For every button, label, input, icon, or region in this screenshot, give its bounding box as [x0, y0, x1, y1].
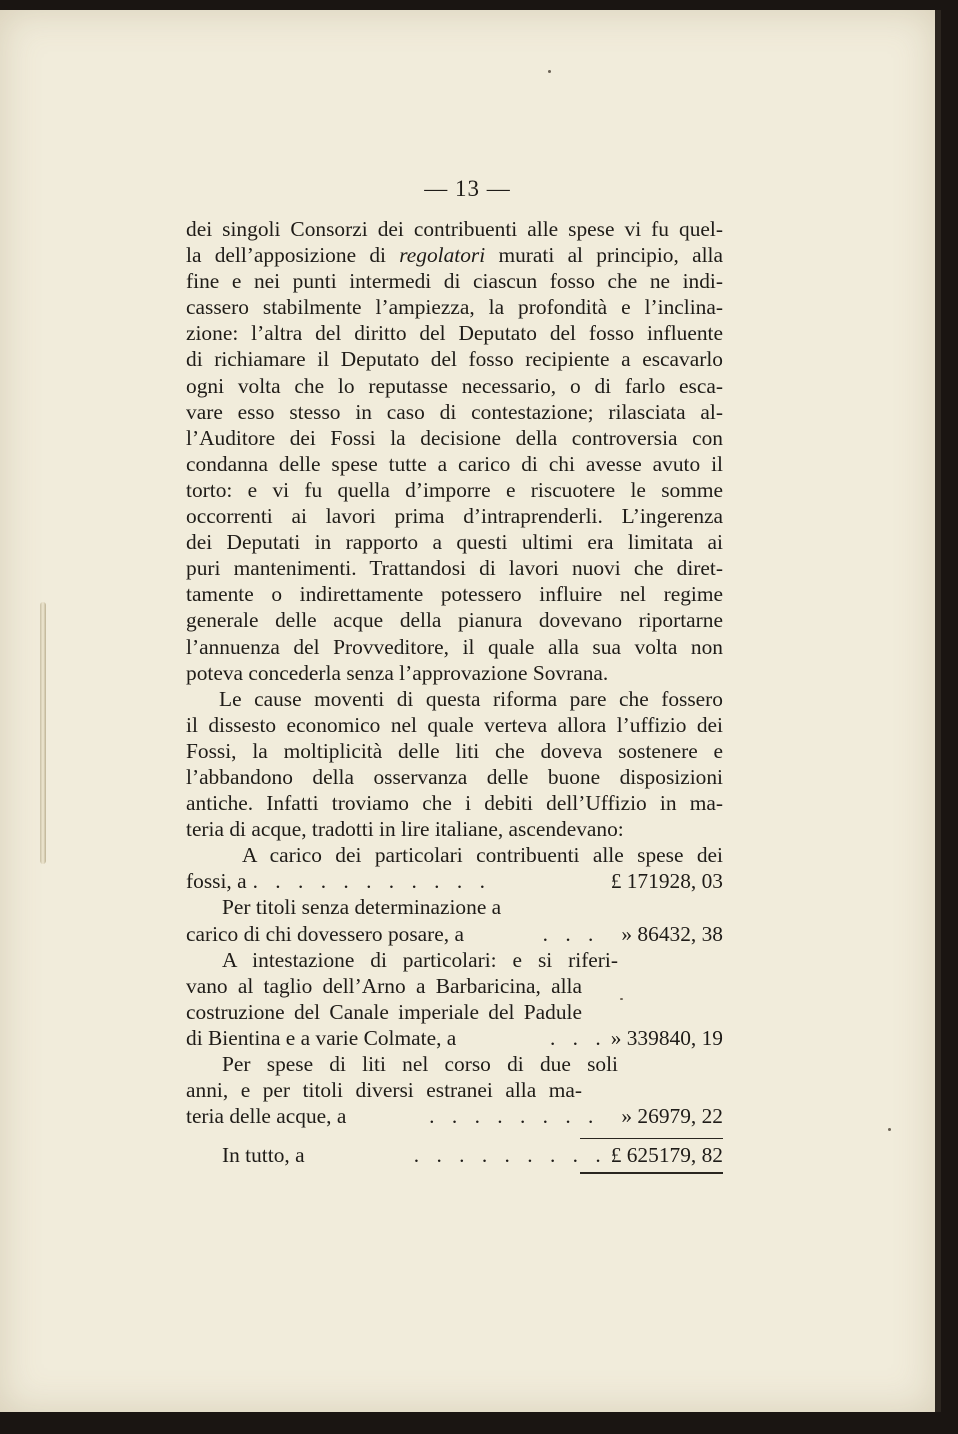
ledger-entry-line: A carico dei particolari contribuenti alle spese dei — [242, 843, 723, 868]
text-line: l’annuenza del Provveditore, il quale alla sua volta non — [186, 634, 723, 659]
leader-dots: . . . . . . . . — [429, 1104, 600, 1129]
text-line: di richiamare il Deputato del fosso recipiente a escavarlo — [186, 347, 723, 372]
entry-label: fossi, a — [186, 869, 247, 894]
ledger-entry — [186, 921, 723, 947]
text-line: l’Auditore dei Fossi la decisione della controversia con — [186, 425, 723, 450]
total-amount: £ 625179, 82 — [610, 1143, 723, 1167]
entry-label: di Bientina e a varie Colmate, a — [186, 1025, 457, 1050]
paper-speck — [888, 1128, 891, 1131]
ledger-entry-line: Per titoli senza determinazione a — [222, 895, 502, 920]
text-line: Fossi, la moltiplicità delle liti che doveva sostenere e — [186, 738, 723, 763]
text-line: l’abbandono della osservanza delle buone disposizioni — [186, 764, 723, 789]
text-segment: murati al principio, alla — [485, 243, 723, 268]
ledger-entry-line: vano al taglio dell’Arno a Barbaricina, alla — [186, 973, 582, 998]
text-line: generale delle acque della pianura dovevano riportarne — [186, 608, 723, 633]
leader-dots: . . . — [549, 1025, 607, 1050]
text-segment: la dell’apposizione di — [186, 243, 400, 268]
text-line: cassero stabilmente l’ampiezza, la profondità e l’inclina- — [186, 295, 723, 320]
ledger-entry-line: A intestazione di particolari: e si riferi- — [222, 947, 618, 972]
entry-amount: £ 171928, 03 — [610, 869, 723, 894]
text-line: poteva concederla senza l’approvazione Sovrana. — [186, 660, 609, 685]
italic-term: regolatori — [399, 243, 486, 268]
entry-label: teria delle acque, a — [186, 1104, 347, 1129]
text-line: Le cause moventi di questa riforma pare che fossero — [219, 686, 723, 711]
ledger-entry-line: Per spese di liti nel corso di due soli — [222, 1052, 618, 1076]
text-line: condanna delle spese tutte a carico di chi avesse avuto il — [186, 451, 723, 476]
ledger-entry — [186, 868, 723, 894]
sum-rule — [580, 1138, 723, 1139]
text-line: il dissesto economico nel quale verteva allora l’uffizio dei — [186, 712, 723, 737]
page-number-header: — 13 — — [424, 176, 511, 201]
text-line: ogni volta che lo reputasse necessario, o di farlo esca- — [186, 373, 723, 398]
entry-amount: » 339840, 19 — [610, 1025, 723, 1050]
ledger-entry-line: anni, e per titoli diversi estranei alla ma- — [186, 1078, 582, 1103]
text-line: dei singoli Consorzi dei contribuenti alle spese vi fu quel- — [186, 217, 723, 241]
text-line: puri mantenimenti. Trattandosi di lavori nuovi che diret- — [186, 556, 723, 581]
text-line: dei Deputati in rapporto a questi ultimi era limitata ai — [186, 530, 723, 555]
total-label: In tutto, a — [222, 1143, 305, 1167]
ledger-entry — [186, 1103, 723, 1129]
entry-amount: » 86432, 38 — [621, 921, 723, 946]
leader-dots: . . . . . . . . . . . — [252, 869, 491, 894]
text-line: tamente o indirettamente potessero influire nel regime — [186, 582, 723, 607]
ledger-entry — [186, 1025, 723, 1051]
text-line: zione: l’altra del diritto del Deputato del fosso influente — [186, 321, 723, 346]
text-line: teria di acque, tradotti in lire italiane, ascendevano: — [186, 817, 624, 842]
text-line: fine e nei punti intermedi di ciascun fosso che ne indi- — [186, 269, 723, 294]
text-line: torto: e vi fu quella d’imporre e riscuotere le somme — [186, 477, 723, 502]
body-text — [186, 216, 723, 1129]
page-edge-mark — [40, 602, 46, 864]
paper-speck — [548, 70, 551, 73]
text-line — [186, 242, 723, 268]
leader-dots: . . . . . . . . . — [413, 1143, 607, 1167]
ledger-entry-line: costruzione del Canale imperiale del Padule — [186, 999, 582, 1024]
entry-label: carico di chi dovessero posare, a — [186, 921, 464, 946]
total-entry — [222, 1142, 723, 1168]
entry-amount: » 26979, 22 — [621, 1104, 723, 1129]
text-line: vare esso stesso in caso di contestazione; rilasciata al- — [186, 399, 723, 424]
text-line: occorrenti ai lavori prima d’intraprenderli. L’ingerenza — [186, 504, 723, 529]
book-page — [0, 10, 941, 1412]
total-underline — [580, 1172, 723, 1174]
leader-dots: . . . — [542, 921, 600, 946]
text-line: antiche. Infatti troviamo che i debiti dell’Uffizio in ma- — [186, 791, 723, 816]
